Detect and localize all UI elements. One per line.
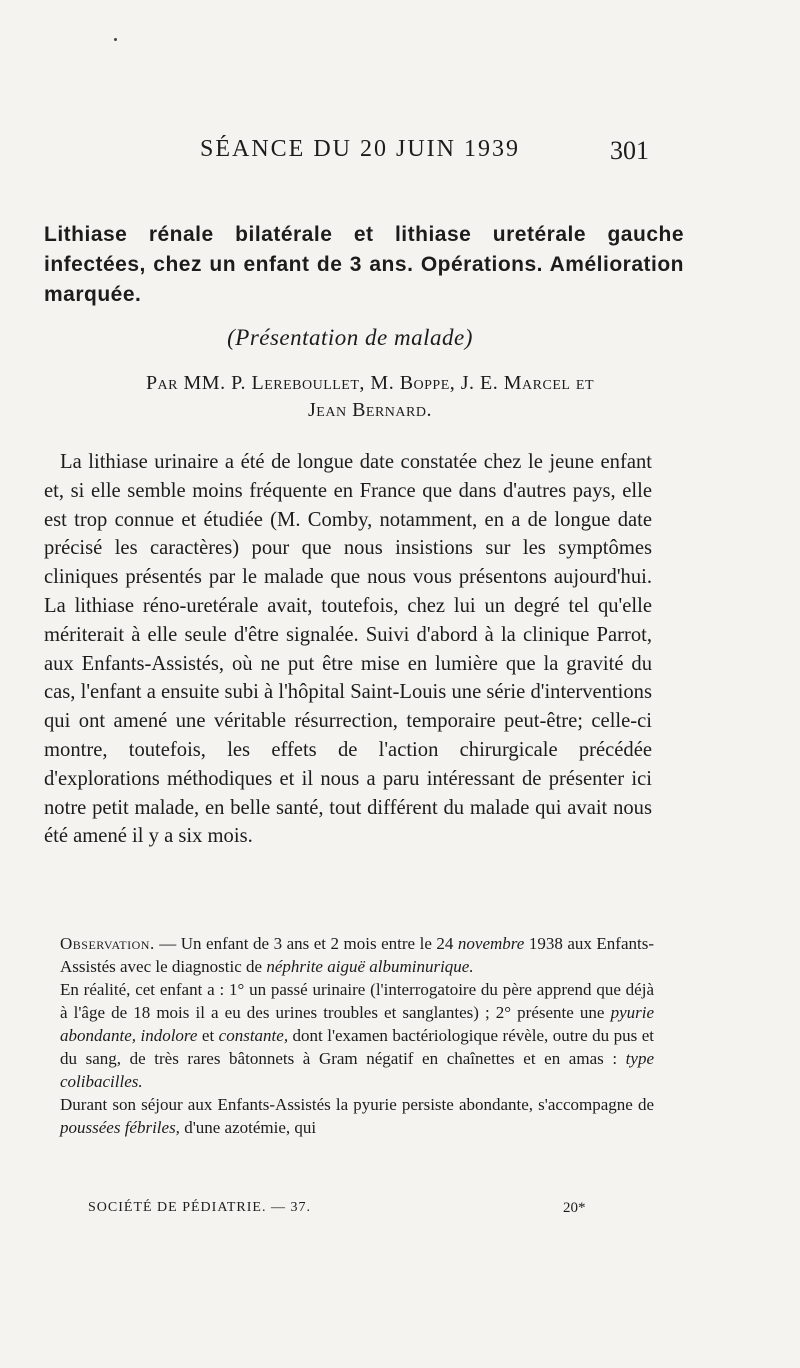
authors [60, 370, 680, 424]
observation-italic-pyurie: pyurie abondante, indolore [60, 1003, 654, 1045]
observation-text: En réalité, cet enfant a : 1° un passé urinaire (l'interrogatoire du père apprend que déjà à l'âge de 18 mois il a eu des urines troubles et sanglantes) ; 2° présente une [60, 980, 654, 1022]
observation-italic-poussees: poussées fébriles, [60, 1118, 180, 1137]
intro-paragraph: La lithiase urinaire a été de longue date constatée chez le jeune enfant et, si elle semble moins fréquente en France que dans d'autres pays, elle est trop connue et étudiée (M. Comby, notamment, en a de longue date précisé les caractères) pour que nous insistions sur les symptômes cliniques présentés par le malade que nous vous présentons aujourd'hui. La lithiase réno-uretérale avait, toutefois, chez lui un degré tel qu'elle mériterait à elle seule d'être signalée. Suivi d'abord à la clinique Parrot, aux Enfants-Assistés, où ne put être mise en lumière que la gravité du cas, l'enfant a ensuite subi à l'hôpital Saint-Louis une série d'interventions qui ont amené une véritable résurrection, temporaire peut-être; celle-ci montre, toutefois, les effets de l'action chirurgicale précédée d'explorations méthodiques et il nous a paru intéressant de présenter ici notre petit malade, en belle santé, tout différent du malade qui avait nous été amené il y a six mois. [44, 451, 652, 848]
observation-text: et [197, 1026, 219, 1045]
observation-italic-diagnosis: néphrite aiguë albuminurique. [266, 957, 474, 976]
observation-paragraph-1 [60, 932, 654, 978]
observation-label: Observation. [60, 934, 155, 953]
observation-italic-type: type colibacilles. [60, 1049, 654, 1091]
footer-signature: SOCIÉTÉ DE PÉDIATRIE. — 37. [88, 1200, 311, 1215]
observation-text: d'une azotémie, qui [179, 1118, 317, 1137]
observation-dash: — [154, 934, 181, 953]
observation-section [60, 932, 654, 1139]
authors-line-1: Par MM. P. Lereboullet, M. Boppe, J. E. Marcel et [145, 372, 595, 394]
footer-sheet-mark: 20* [563, 1200, 586, 1216]
ink-speck [114, 38, 117, 41]
observation-italic-constante: constante, [218, 1026, 289, 1045]
observation-paragraph-3 [60, 1093, 654, 1139]
authors-line-2: Jean Bernard. [308, 399, 432, 421]
article-subtitle: (Présentation de malade) [227, 325, 473, 350]
article-title: Lithiase rénale bilatérale et lithiase uretérale gauche infectées, chez un enfant de 3 ans. Opérations. Amélioration marquée. [44, 223, 684, 306]
observation-italic-date: novembre [457, 934, 525, 953]
observation-paragraph-2 [60, 978, 654, 1093]
observation-text: dont l'examen bactériologique révèle, outre du pus et du sang, de très rares bâtonnets à Gram négatif en chaînettes et en amas : [60, 1026, 654, 1068]
running-head-title: SÉANCE DU 20 JUIN 1939 [200, 136, 520, 162]
observation-text: 1938 aux Enfants-Assistés avec le diagnostic de [60, 934, 655, 976]
observation-text: Durant son séjour aux Enfants-Assistés la pyurie persiste abondante, s'accompagne de [60, 1095, 654, 1114]
observation-text: Un enfant de 3 ans et 2 mois entre le 24 [180, 934, 458, 953]
page-number: 301 [610, 136, 649, 165]
